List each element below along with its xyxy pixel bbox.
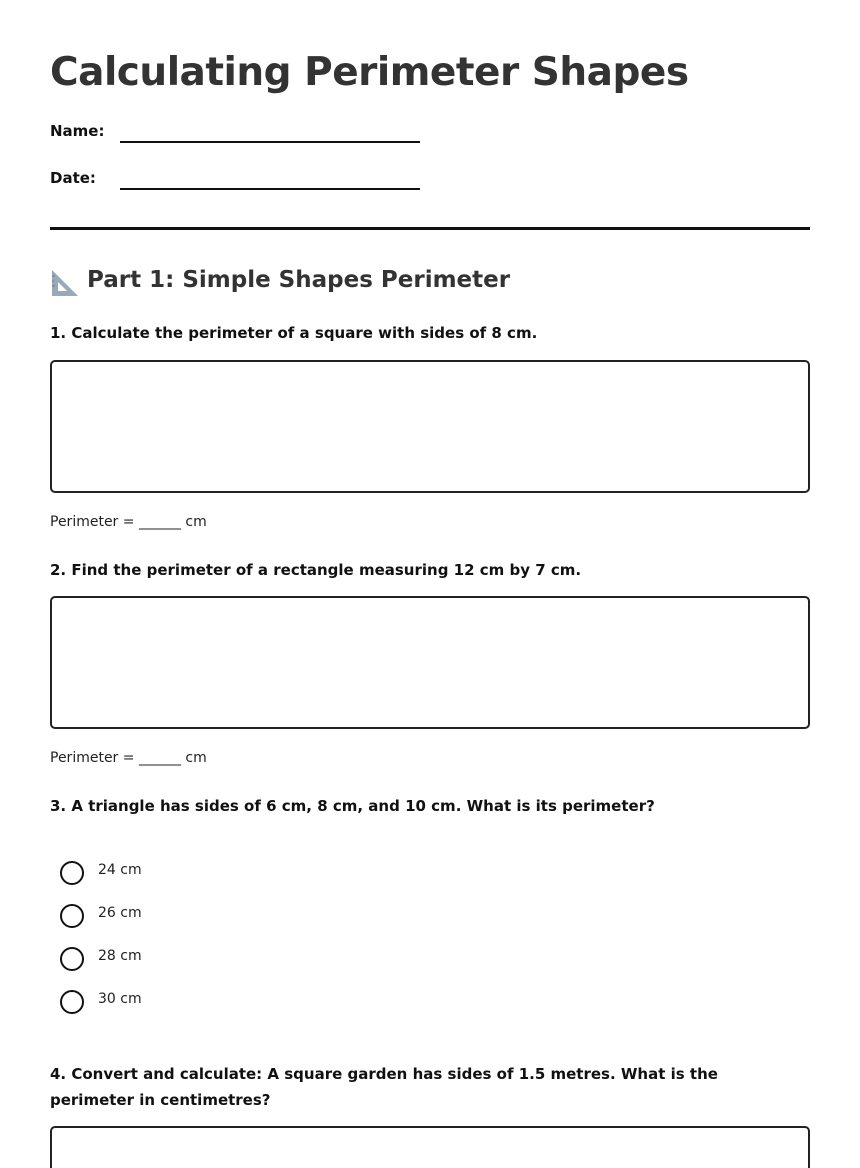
question-3-option[interactable] [60, 947, 360, 973]
question-3-option[interactable] [60, 904, 360, 930]
header-divider [50, 227, 810, 230]
radio-button[interactable] [60, 861, 84, 885]
name-label: Name: [50, 122, 105, 140]
question-1-text: 1. Calculate the perimeter of a square with sides of 8 cm. [50, 324, 538, 342]
name-field-row [50, 122, 420, 150]
option-label: 28 cm [98, 948, 142, 964]
part1-title: Part 1: Simple Shapes Perimeter [87, 267, 511, 293]
question-1-answer-box[interactable] [50, 360, 810, 493]
date-field-row [50, 169, 420, 197]
question-3-option[interactable] [60, 990, 360, 1016]
name-input-line[interactable] [120, 141, 420, 143]
date-input-line[interactable] [120, 188, 420, 190]
question-2-perimeter-line: Perimeter = ______ cm [50, 750, 207, 766]
question-4-answer-box[interactable] [50, 1126, 810, 1168]
option-label: 30 cm [98, 991, 142, 1007]
option-label: 26 cm [98, 905, 142, 921]
question-3-option[interactable] [60, 861, 360, 887]
part1-heading [50, 265, 810, 299]
question-3-text: 3. A triangle has sides of 6 cm, 8 cm, and 10 cm. What is its perimeter? [50, 797, 655, 815]
radio-button[interactable] [60, 904, 84, 928]
question-2-text: 2. Find the perimeter of a rectangle measuring 12 cm by 7 cm. [50, 561, 582, 579]
date-label: Date: [50, 169, 96, 187]
question-4-text: 4. Convert and calculate: A square garden has sides of 1.5 metres. What is the perimeter in centimetres? [50, 1065, 718, 1109]
option-label: 24 cm [98, 862, 142, 878]
page-title: Calculating Perimeter Shapes [50, 50, 689, 95]
triangle-ruler-icon [50, 268, 80, 298]
radio-button[interactable] [60, 947, 84, 971]
question-1-perimeter-line: Perimeter = ______ cm [50, 514, 207, 530]
question-2-answer-box[interactable] [50, 596, 810, 729]
radio-button[interactable] [60, 990, 84, 1014]
